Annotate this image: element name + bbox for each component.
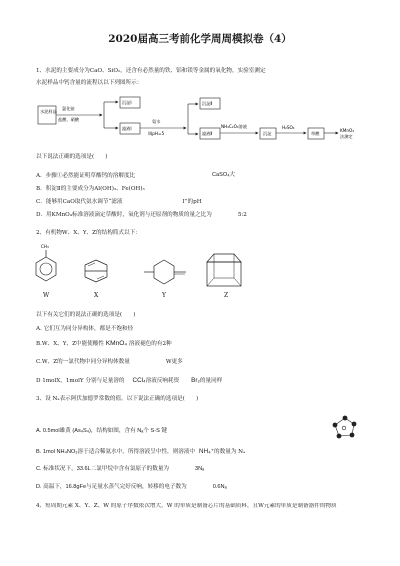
- q1-option-c-text: C．能够用CaO取代氨水调节“滤液: [36, 199, 123, 205]
- q3-option-d-tail: 0.6Nₐ: [212, 484, 227, 490]
- flow-oxalic-label: 草酸: [311, 131, 320, 136]
- q2-option-d: [36, 377, 222, 385]
- q3-option-d: [36, 484, 227, 491]
- q3-option-c-text: C. 标准状况下，33.6L二氯甲烷中含有氯原子的数量为: [36, 466, 170, 472]
- q2-stem: 2、有机物W、X、Y、Z的结构简式以下：: [36, 230, 141, 236]
- q2-option-d-ccl4: CCl₄: [132, 377, 146, 384]
- q1-prompt: 以下说法正确的选项是( ): [36, 154, 108, 160]
- structure-w-aromatic: [40, 263, 52, 275]
- flow-reagent4: 调pH=5: [148, 131, 165, 136]
- q2-option-c: [36, 359, 183, 366]
- flow-titration: 法测定: [340, 134, 353, 139]
- q2-option-b-formula: KMnO₄: [105, 340, 128, 347]
- structure-w-methyl: CH₃: [41, 244, 49, 249]
- structure-w-ring: [36, 257, 56, 281]
- structure-z-edge-3: [207, 278, 214, 286]
- q3-option-d-text: D. 高温下，16.8gFe与足量水蒸气完好反响，转移的电子数为: [36, 484, 187, 490]
- q2-option-b: [36, 340, 172, 348]
- label-w: W: [43, 292, 50, 299]
- flow-sample-label: 水泥样品: [40, 109, 57, 114]
- q2-option-a: A. 它们互为同分异构体，都是不饱和烃: [36, 326, 134, 332]
- flow-filtrate1-label: 滤液Ⅰ: [122, 126, 132, 131]
- q2-option-c-tail: W更多: [165, 359, 183, 365]
- q2-option-c-text: C.W、Z的一氯代物中同分异构体数量: [36, 359, 130, 365]
- q3-option-c: [36, 466, 204, 473]
- q2-option-b-text: B.W、X、Y、Z中能使酸性: [36, 341, 104, 347]
- structure-z-edge-4: [234, 278, 241, 286]
- q1-option-a-tail: CaSO₄大: [212, 172, 236, 178]
- q1-option-b: B．积淀Ⅱ的主要成分为Al(OH)₃、Fe(OH)₃: [36, 186, 145, 192]
- q1-option-d: [36, 212, 247, 219]
- q3-option-b-tail: 的数量为 Nₐ: [214, 449, 246, 455]
- label-x: X: [94, 292, 99, 299]
- label-z: Z: [224, 292, 229, 299]
- q1-option-d-tail: 5:2: [237, 212, 247, 218]
- label-y: Y: [162, 292, 166, 299]
- q3-option-c-tail: 3Nₐ: [195, 466, 205, 472]
- realgar-structure-diagram: [330, 412, 360, 442]
- q1-option-c: [36, 199, 202, 206]
- q4-stem: 4、短周期元素 X、Y、Z、W 的原子序数依次增大，W 的单质是制备芯片的基础质料，且W元素的单质是制备器件的物质: [36, 503, 337, 509]
- flow-reagent3: 氨水: [152, 119, 161, 124]
- flow-kmno4: KMnO₄: [340, 128, 354, 133]
- flow-filtrate2-label: 滤液Ⅱ: [202, 131, 213, 136]
- q1-line1: 1、水泥的主要成分为CaO、SiO₂，还含有必然量的铁、铝和镁等金属的氧化物，实验室测定: [36, 68, 266, 74]
- q3-stem: 3、设 Nₐ表示阿伏加德罗常数的值。以下说法正确的选项是( ): [36, 396, 199, 402]
- q2-option-d-text: D 1molX，1molY 分别与足量溶的: [36, 378, 125, 384]
- q3-option-b-ion: NH₄⁺: [199, 448, 215, 455]
- q1-flowchart: [36, 92, 366, 144]
- flow-reagent5: NH₄C₂O₄溶液: [221, 124, 247, 129]
- structure-z-top: [207, 254, 241, 262]
- page-title: 2020届高三考前化学周周模拟卷（4）: [108, 33, 292, 45]
- flow-reagent6: H₂SO₄: [282, 125, 295, 130]
- q1-option-d-text: D．用KMnO₄标准溶液滴定草酸时，氧化剂与还原剂的物质的量之比为: [36, 212, 212, 218]
- flow-reagent1: 氯化铵: [62, 106, 75, 111]
- flow-precip3-label: 沉淀: [263, 131, 272, 136]
- structure-y-ring: [154, 260, 174, 284]
- q1-option-a: A．步骤①必然能证明草酸钙的溶解度比: [36, 173, 136, 179]
- structure-z-cage: [207, 262, 241, 286]
- q2-prompt: 以下有关它们的说法正确的选项是( ): [36, 312, 136, 318]
- q2-option-d-tail: 的量同样: [199, 378, 223, 384]
- q1-line2: 水泥样品中钙含量的流程以以下列图所示：: [36, 80, 143, 86]
- flow-reagent2: 盐酸、硝酸: [58, 117, 79, 122]
- q2-option-d-mid: 溶液反响耗资: [145, 378, 180, 384]
- q2-option-d-br2: Br₂: [191, 377, 200, 384]
- q3-option-b-text: B. 1mol NH₄NO₃溶于适合稀氨水中，所得溶液呈中性，则溶液中: [36, 449, 196, 455]
- realgar-atom-6: [342, 426, 346, 430]
- q1-option-c-tail: Ⅰ”的pH: [182, 199, 202, 205]
- flow-precip2-label: 沉淀Ⅱ: [202, 101, 213, 106]
- q2-option-b-tail: 溶液褪色的有2种: [128, 341, 172, 347]
- flow-precip1-label: 沉淀Ⅰ: [122, 100, 132, 105]
- q3-option-a: A. 0.5mol雄黄 (As₄S₄)，结构如图，含有 Nₐ个 S-S 键: [36, 428, 167, 434]
- q2-structures: [36, 240, 276, 302]
- q3-option-b: [36, 448, 245, 456]
